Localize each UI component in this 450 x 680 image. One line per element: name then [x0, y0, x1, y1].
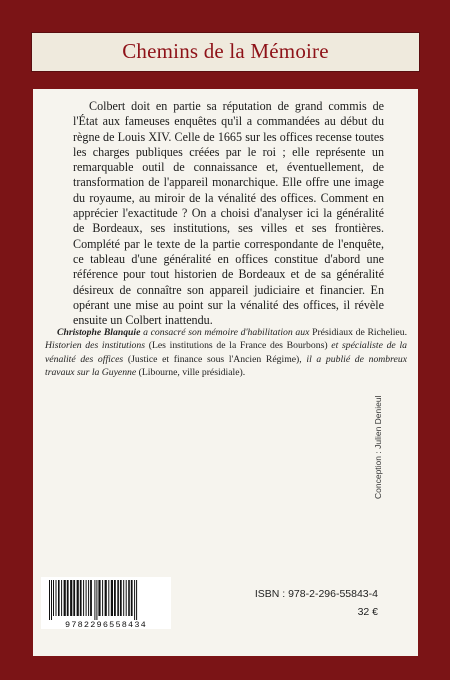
isbn-number: ISBN : 978-2-296-55843-4 — [254, 588, 378, 600]
bio-part-7: il a publié de nombreux travaux sur la Guyenne — [45, 353, 407, 379]
bio-part-6: (Justice et finance sous l'Ancien Régime), — [123, 353, 307, 365]
bio-part-1: a consacré son mémoire d'habilitation aux — [140, 327, 313, 338]
bio-part-3: Historien des institutions — [45, 340, 145, 352]
author-bio — [45, 326, 407, 380]
bio-part-8: (Libourne, ville présidiale). — [136, 367, 246, 379]
book-summary: Colbert doit en partie sa réputation de grand commis de l'État aux fameuses enquêtes qu'il a commandées au début du règne de Louis XIV. Celle de 1665 sur les offices recense toutes les charges publiques créées par le roi ; elle représente un remarquable outil de connaissance et, éventuellement, de transformation de l'appareil monarchique. Elle offre une image du royaume, au miroir de la vénalité des offices. Comment en apprécier l'exactitude ? On a choisi d'analyser ici la généralité de Bordeaux, ses institutions, ses villes et ses frontières. Complété par le texte de la partie correspondante de l'enquête, ce tableau d'une généralité en offices constitue d'abord une référence pour tout historien de Bordeaux et de sa généralité désireux de connaître son appareil judiciaire et financier. En opérant une mise au point sur la vénalité des offices, il révèle ensuite un Colbert inattendu. — [73, 99, 384, 328]
bio-part-2: Présidiaux de Richelieu. — [312, 327, 407, 338]
bio-part-5: et spécialiste de la vénalité des offices — [45, 340, 407, 365]
author-name: Christophe Blanquie — [57, 327, 141, 338]
design-credit: Conception : Julien Denieul — [373, 395, 383, 499]
barcode — [41, 577, 171, 629]
series-banner — [32, 33, 419, 71]
series-title: Chemins de la Mémoire — [122, 39, 329, 63]
isbn-block — [255, 585, 378, 621]
barcode-digits: 9782296558434 — [65, 620, 147, 629]
bio-part-4: (Les institutions de la France des Bourbons) — [145, 340, 332, 352]
back-cover-panel — [33, 89, 418, 656]
price: 32 € — [357, 606, 378, 618]
